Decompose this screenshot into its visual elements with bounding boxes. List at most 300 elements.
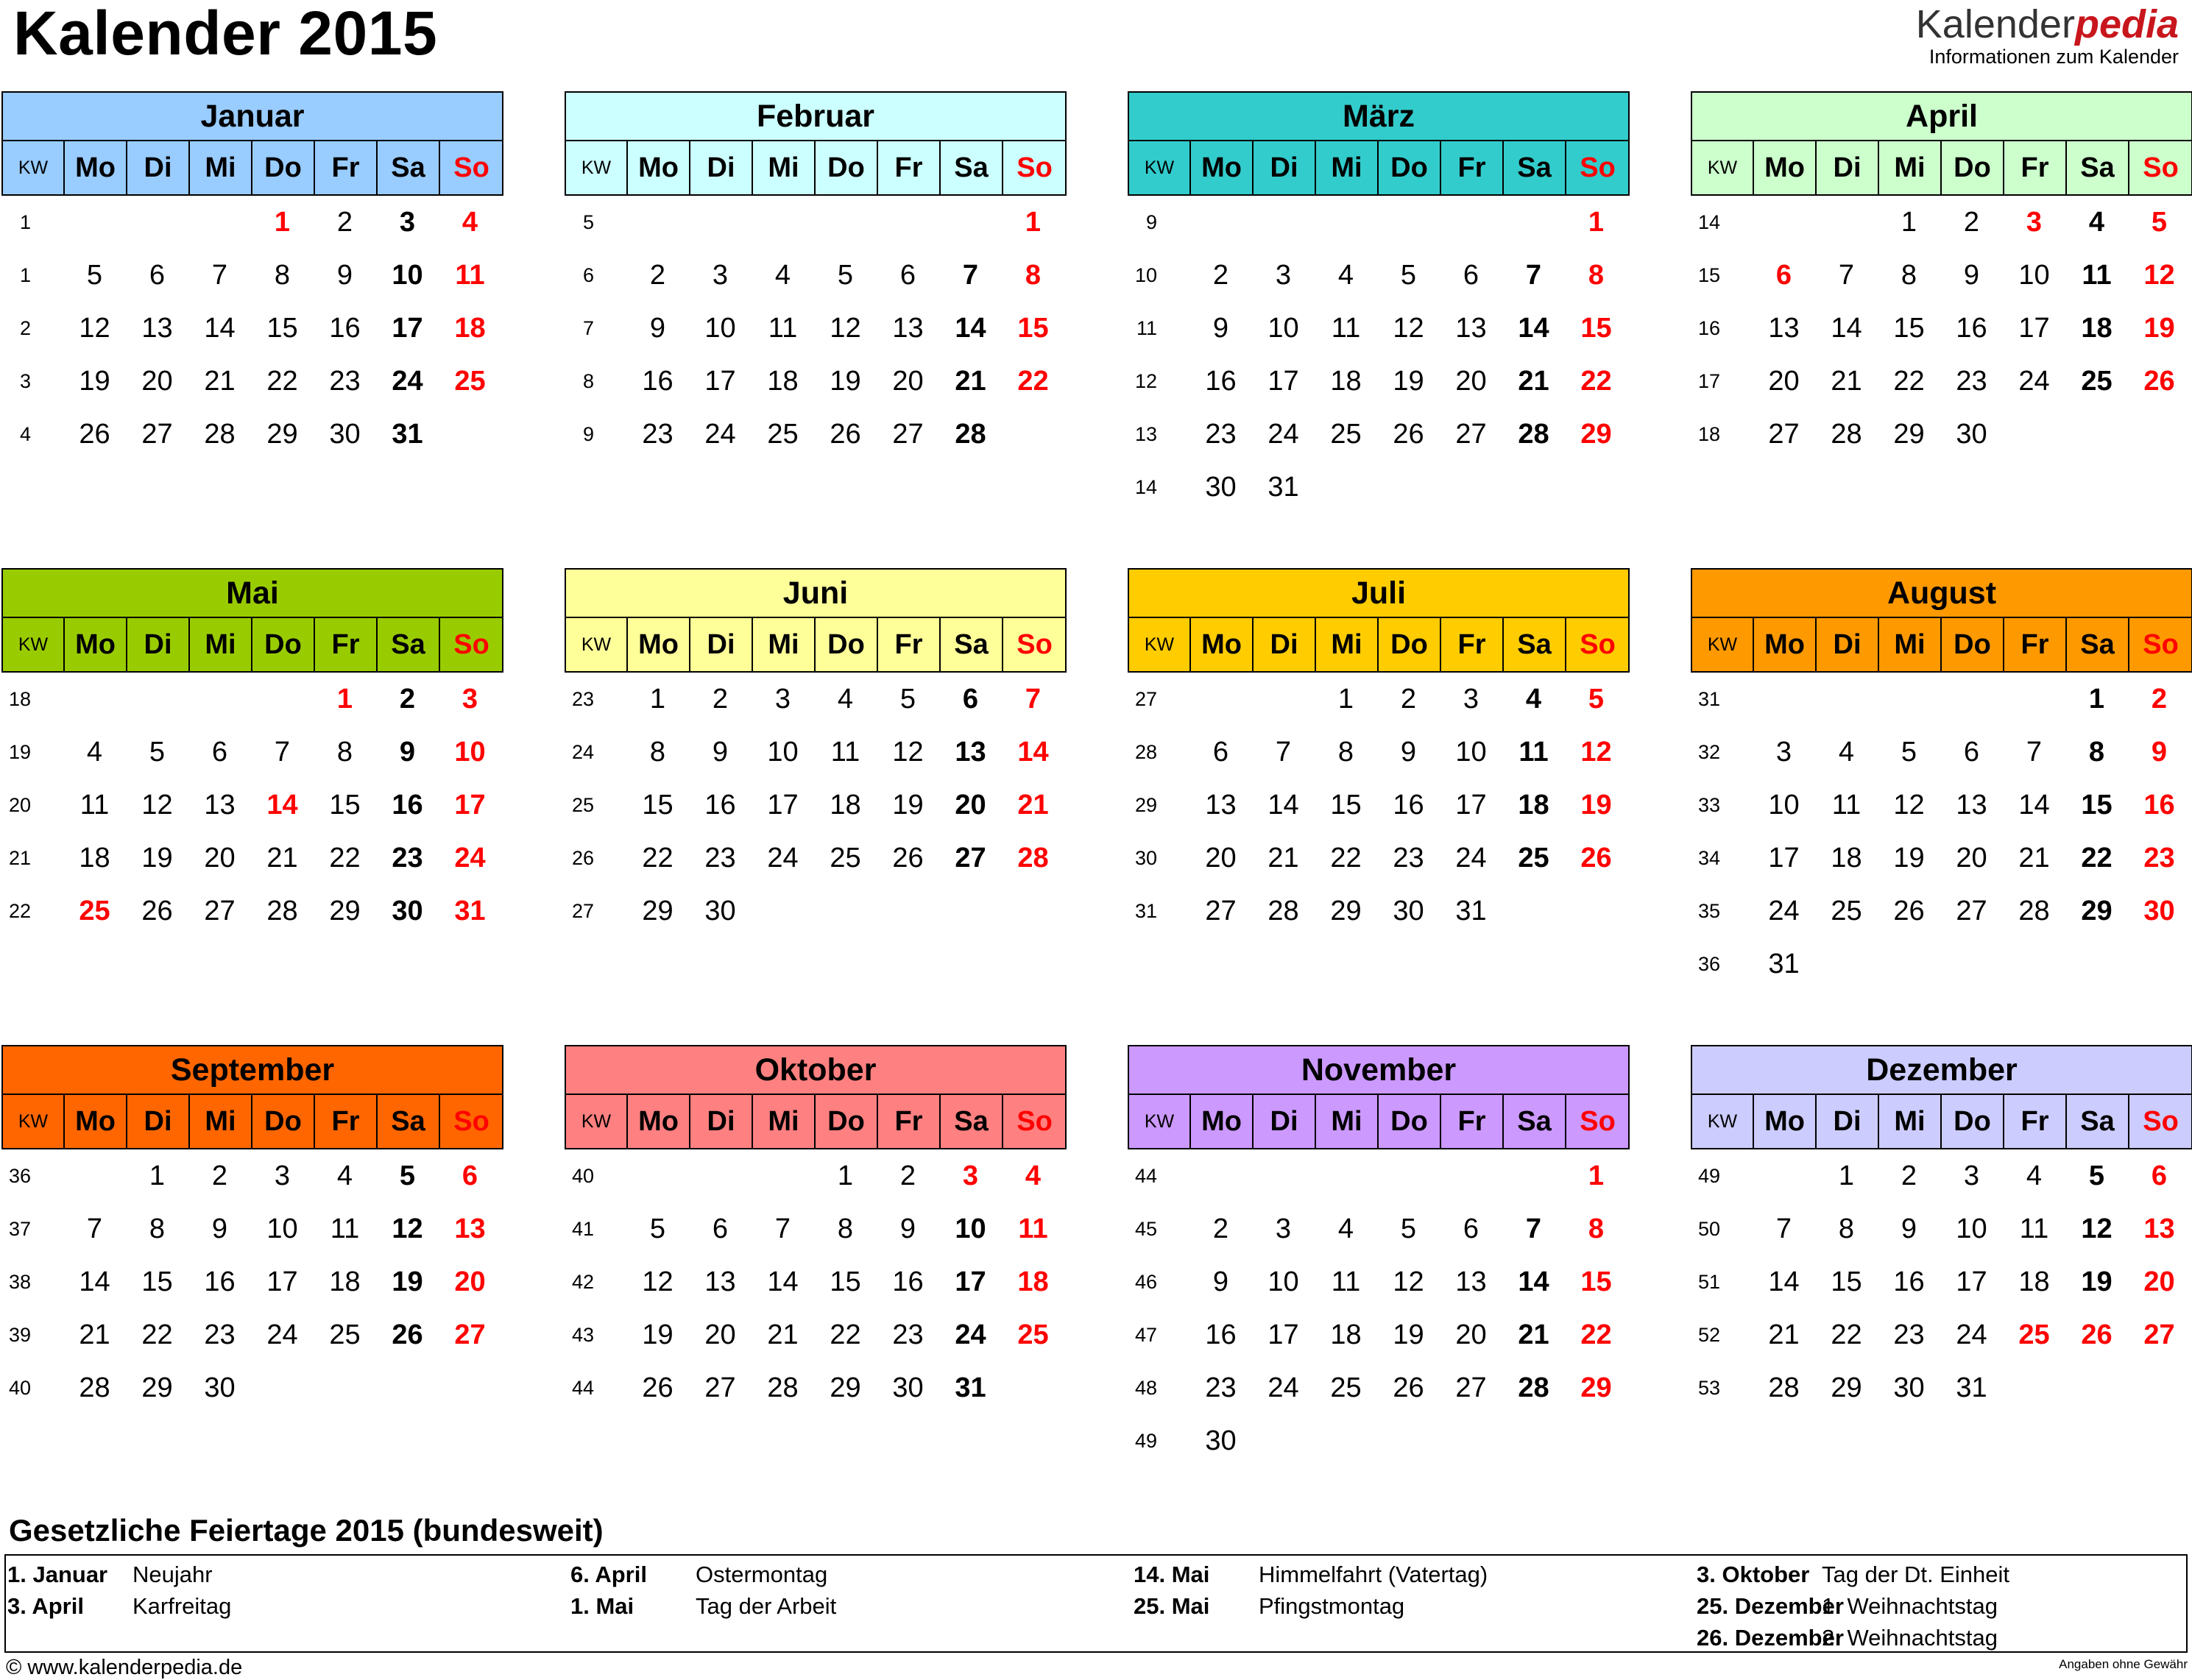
day-cell[interactable]: 12 <box>1893 789 1925 820</box>
day-cell[interactable]: 5 <box>1901 736 1917 768</box>
day-cell[interactable]: 15 <box>2081 789 2113 820</box>
day-cell[interactable]: 15 <box>141 1266 173 1297</box>
day-cell[interactable]: 22 <box>329 842 361 873</box>
day-cell[interactable]: 19 <box>2081 1266 2113 1297</box>
day-cell[interactable]: 30 <box>704 895 736 926</box>
day-cell[interactable]: 3 <box>2026 206 2043 238</box>
day-cell[interactable]: 10 <box>1956 1213 1987 1244</box>
day-cell[interactable]: 30 <box>329 418 361 450</box>
day-cell[interactable]: 23 <box>1893 1319 1925 1350</box>
day-cell[interactable]: 9 <box>1212 1266 1229 1297</box>
day-cell[interactable]: 13 <box>1205 789 1237 820</box>
day-cell[interactable]: 16 <box>642 365 673 397</box>
day-cell[interactable]: 13 <box>704 1266 736 1297</box>
day-cell[interactable]: 18 <box>767 365 799 397</box>
day-cell[interactable]: 26 <box>1393 418 1424 450</box>
day-cell[interactable]: 6 <box>962 683 979 715</box>
day-cell[interactable]: 7 <box>774 1213 791 1244</box>
day-cell[interactable]: 11 <box>455 259 485 291</box>
day-cell[interactable]: 4 <box>86 736 103 768</box>
day-cell[interactable]: 22 <box>266 365 298 397</box>
day-cell[interactable]: 17 <box>767 789 799 820</box>
day-cell[interactable]: 27 <box>204 895 236 926</box>
day-cell[interactable]: 5 <box>2088 1160 2105 1191</box>
day-cell[interactable]: 8 <box>274 259 291 291</box>
day-cell[interactable]: 18 <box>830 789 861 820</box>
day-cell[interactable]: 23 <box>1205 1372 1237 1403</box>
day-cell[interactable]: 4 <box>462 206 478 238</box>
day-cell[interactable]: 7 <box>2026 736 2043 768</box>
day-cell[interactable]: 23 <box>204 1319 236 1350</box>
day-cell[interactable]: 24 <box>704 418 736 450</box>
day-cell[interactable]: 12 <box>79 312 110 344</box>
day-cell[interactable]: 8 <box>1588 1213 1605 1244</box>
day-cell[interactable]: 6 <box>1963 736 1980 768</box>
day-cell[interactable]: 4 <box>1025 1160 1042 1191</box>
day-cell[interactable]: 20 <box>204 842 236 873</box>
day-cell[interactable]: 25 <box>1330 1372 1362 1403</box>
day-cell[interactable]: 22 <box>642 842 673 873</box>
day-cell[interactable]: 3 <box>1775 736 1792 768</box>
day-cell[interactable]: 18 <box>1017 1266 1049 1297</box>
day-cell[interactable]: 4 <box>2026 1160 2043 1191</box>
day-cell[interactable]: 7 <box>1525 259 1542 291</box>
day-cell[interactable]: 2 <box>1963 206 1980 238</box>
day-cell[interactable]: 27 <box>1205 895 1237 926</box>
day-cell[interactable]: 6 <box>1463 259 1479 291</box>
day-cell[interactable]: 29 <box>1580 418 1612 450</box>
day-cell[interactable]: 30 <box>1893 1372 1925 1403</box>
day-cell[interactable]: 17 <box>1455 789 1487 820</box>
day-cell[interactable]: 3 <box>1275 1213 1292 1244</box>
day-cell[interactable]: 9 <box>1963 259 1980 291</box>
day-cell[interactable]: 26 <box>1893 895 1925 926</box>
day-cell[interactable]: 22 <box>1831 1319 1862 1350</box>
day-cell[interactable]: 7 <box>1838 259 1855 291</box>
day-cell[interactable]: 28 <box>204 418 236 450</box>
day-cell[interactable]: 1 <box>1901 206 1917 238</box>
day-cell[interactable]: 28 <box>1831 418 1862 450</box>
day-cell[interactable]: 16 <box>1893 1266 1925 1297</box>
day-cell[interactable]: 3 <box>1275 259 1292 291</box>
day-cell[interactable]: 21 <box>955 365 986 397</box>
day-cell[interactable]: 19 <box>79 365 110 397</box>
day-cell[interactable]: 15 <box>1017 312 1049 344</box>
day-cell[interactable]: 26 <box>141 895 173 926</box>
day-cell[interactable]: 31 <box>454 895 486 926</box>
day-cell[interactable]: 1 <box>2088 683 2105 715</box>
day-cell[interactable]: 1 <box>1588 1160 1605 1191</box>
day-cell[interactable]: 20 <box>892 365 924 397</box>
day-cell[interactable]: 30 <box>392 895 423 926</box>
day-cell[interactable]: 23 <box>1393 842 1424 873</box>
day-cell[interactable]: 20 <box>454 1266 486 1297</box>
day-cell[interactable]: 2 <box>649 259 666 291</box>
day-cell[interactable]: 14 <box>1518 312 1549 344</box>
day-cell[interactable]: 19 <box>830 365 861 397</box>
day-cell[interactable]: 16 <box>1956 312 1987 344</box>
day-cell[interactable]: 25 <box>1017 1319 1049 1350</box>
day-cell[interactable]: 24 <box>955 1319 986 1350</box>
day-cell[interactable]: 15 <box>1893 312 1925 344</box>
day-cell[interactable]: 28 <box>79 1372 110 1403</box>
day-cell[interactable]: 13 <box>1455 1266 1487 1297</box>
day-cell[interactable]: 8 <box>837 1213 854 1244</box>
day-cell[interactable]: 29 <box>1580 1372 1612 1403</box>
day-cell[interactable]: 28 <box>2018 895 2050 926</box>
day-cell[interactable]: 12 <box>892 736 924 768</box>
day-cell[interactable]: 2 <box>899 1160 916 1191</box>
day-cell[interactable]: 2 <box>1212 259 1229 291</box>
day-cell[interactable]: 4 <box>837 683 854 715</box>
day-cell[interactable]: 30 <box>1956 418 1987 450</box>
day-cell[interactable]: 7 <box>274 736 291 768</box>
day-cell[interactable]: 8 <box>649 736 666 768</box>
day-cell[interactable]: 6 <box>1212 736 1229 768</box>
day-cell[interactable]: 27 <box>704 1372 736 1403</box>
day-cell[interactable]: 21 <box>1518 1319 1549 1350</box>
day-cell[interactable]: 3 <box>462 683 478 715</box>
day-cell[interactable]: 28 <box>767 1372 799 1403</box>
day-cell[interactable]: 20 <box>2143 1266 2175 1297</box>
day-cell[interactable]: 3 <box>1463 683 1479 715</box>
day-cell[interactable]: 18 <box>2018 1266 2050 1297</box>
day-cell[interactable]: 31 <box>392 418 423 450</box>
day-cell[interactable]: 16 <box>1205 1319 1237 1350</box>
day-cell[interactable]: 29 <box>329 895 361 926</box>
day-cell[interactable]: 15 <box>1580 1266 1612 1297</box>
day-cell[interactable]: 24 <box>266 1319 298 1350</box>
day-cell[interactable]: 5 <box>86 259 103 291</box>
day-cell[interactable]: 12 <box>642 1266 673 1297</box>
day-cell[interactable]: 27 <box>454 1319 486 1350</box>
day-cell[interactable]: 9 <box>712 736 729 768</box>
day-cell[interactable]: 23 <box>642 418 673 450</box>
day-cell[interactable]: 25 <box>329 1319 361 1350</box>
day-cell[interactable]: 8 <box>1838 1213 1855 1244</box>
day-cell[interactable]: 5 <box>1588 683 1605 715</box>
day-cell[interactable]: 20 <box>141 365 173 397</box>
day-cell[interactable]: 10 <box>955 1213 986 1244</box>
day-cell[interactable]: 25 <box>454 365 486 397</box>
day-cell[interactable]: 30 <box>1205 1425 1237 1456</box>
day-cell[interactable]: 1 <box>336 683 353 715</box>
day-cell[interactable]: 22 <box>1580 365 1612 397</box>
day-cell[interactable]: 31 <box>1268 471 1299 503</box>
day-cell[interactable]: 27 <box>2143 1319 2175 1350</box>
day-cell[interactable]: 7 <box>1775 1213 1792 1244</box>
day-cell[interactable]: 4 <box>336 1160 353 1191</box>
day-cell[interactable]: 30 <box>1393 895 1424 926</box>
day-cell[interactable]: 22 <box>1330 842 1362 873</box>
day-cell[interactable]: 15 <box>1580 312 1612 344</box>
day-cell[interactable]: 16 <box>2143 789 2175 820</box>
day-cell[interactable]: 2 <box>211 1160 228 1191</box>
day-cell[interactable]: 1 <box>274 206 291 238</box>
day-cell[interactable]: 1 <box>1337 683 1354 715</box>
day-cell[interactable]: 30 <box>2143 895 2175 926</box>
day-cell[interactable]: 9 <box>2151 736 2168 768</box>
day-cell[interactable]: 3 <box>774 683 791 715</box>
day-cell[interactable]: 23 <box>704 842 736 873</box>
day-cell[interactable]: 7 <box>211 259 228 291</box>
day-cell[interactable]: 2 <box>712 683 729 715</box>
day-cell[interactable]: 27 <box>1455 1372 1487 1403</box>
day-cell[interactable]: 23 <box>892 1319 924 1350</box>
day-cell[interactable]: 15 <box>329 789 361 820</box>
day-cell[interactable]: 25 <box>1518 842 1549 873</box>
day-cell[interactable]: 2 <box>1901 1160 1917 1191</box>
day-cell[interactable]: 24 <box>1768 895 1800 926</box>
day-cell[interactable]: 11 <box>79 789 110 820</box>
day-cell[interactable]: 8 <box>1337 736 1354 768</box>
day-cell[interactable]: 14 <box>1017 736 1049 768</box>
day-cell[interactable]: 26 <box>642 1372 673 1403</box>
day-cell[interactable]: 29 <box>2081 895 2113 926</box>
day-cell[interactable]: 11 <box>2082 259 2112 291</box>
day-cell[interactable]: 8 <box>1025 259 1042 291</box>
day-cell[interactable]: 17 <box>1956 1266 1987 1297</box>
day-cell[interactable]: 24 <box>1956 1319 1987 1350</box>
day-cell[interactable]: 16 <box>1393 789 1424 820</box>
day-cell[interactable]: 13 <box>204 789 236 820</box>
day-cell[interactable]: 10 <box>704 312 736 344</box>
day-cell[interactable]: 1 <box>1838 1160 1855 1191</box>
day-cell[interactable]: 8 <box>1901 259 1917 291</box>
day-cell[interactable]: 9 <box>336 259 353 291</box>
day-cell[interactable]: 26 <box>1580 842 1612 873</box>
day-cell[interactable]: 28 <box>1268 895 1299 926</box>
day-cell[interactable]: 10 <box>1768 789 1800 820</box>
day-cell[interactable]: 29 <box>1330 895 1362 926</box>
day-cell[interactable]: 26 <box>2081 1319 2113 1350</box>
day-cell[interactable]: 11 <box>1331 1266 1361 1297</box>
day-cell[interactable]: 14 <box>1268 789 1299 820</box>
day-cell[interactable]: 19 <box>392 1266 423 1297</box>
day-cell[interactable]: 21 <box>1768 1319 1800 1350</box>
day-cell[interactable]: 2 <box>336 206 353 238</box>
day-cell[interactable]: 16 <box>892 1266 924 1297</box>
day-cell[interactable]: 2 <box>1400 683 1417 715</box>
day-cell[interactable]: 20 <box>1455 1319 1487 1350</box>
day-cell[interactable]: 21 <box>1518 365 1549 397</box>
day-cell[interactable]: 12 <box>2081 1213 2113 1244</box>
day-cell[interactable]: 24 <box>1268 1372 1299 1403</box>
day-cell[interactable]: 27 <box>1768 418 1800 450</box>
day-cell[interactable]: 12 <box>1580 736 1612 768</box>
day-cell[interactable]: 18 <box>1330 1319 1362 1350</box>
day-cell[interactable]: 17 <box>454 789 486 820</box>
day-cell[interactable]: 17 <box>704 365 736 397</box>
day-cell[interactable]: 27 <box>892 418 924 450</box>
day-cell[interactable]: 18 <box>79 842 110 873</box>
day-cell[interactable]: 12 <box>2143 259 2175 291</box>
day-cell[interactable]: 16 <box>392 789 423 820</box>
day-cell[interactable]: 20 <box>704 1319 736 1350</box>
day-cell[interactable]: 30 <box>1205 471 1237 503</box>
day-cell[interactable]: 17 <box>1268 1319 1299 1350</box>
day-cell[interactable]: 13 <box>2143 1213 2175 1244</box>
day-cell[interactable]: 26 <box>1393 1372 1424 1403</box>
day-cell[interactable]: 1 <box>1588 206 1605 238</box>
day-cell[interactable]: 21 <box>767 1319 799 1350</box>
day-cell[interactable]: 4 <box>774 259 791 291</box>
day-cell[interactable]: 14 <box>1768 1266 1800 1297</box>
day-cell[interactable]: 14 <box>767 1266 799 1297</box>
day-cell[interactable]: 5 <box>149 736 166 768</box>
day-cell[interactable]: 2 <box>399 683 416 715</box>
day-cell[interactable]: 11 <box>768 312 798 344</box>
day-cell[interactable]: 15 <box>1831 1266 1862 1297</box>
day-cell[interactable]: 2 <box>1212 1213 1229 1244</box>
day-cell[interactable]: 13 <box>1768 312 1800 344</box>
day-cell[interactable]: 5 <box>837 259 854 291</box>
day-cell[interactable]: 10 <box>2018 259 2050 291</box>
day-cell[interactable]: 19 <box>2143 312 2175 344</box>
day-cell[interactable]: 14 <box>266 789 298 820</box>
day-cell[interactable]: 21 <box>1017 789 1049 820</box>
day-cell[interactable]: 27 <box>1956 895 1987 926</box>
day-cell[interactable]: 13 <box>1455 312 1487 344</box>
day-cell[interactable]: 19 <box>1580 789 1612 820</box>
day-cell[interactable]: 11 <box>330 1213 360 1244</box>
day-cell[interactable]: 18 <box>2081 312 2113 344</box>
day-cell[interactable]: 11 <box>1331 312 1361 344</box>
day-cell[interactable]: 12 <box>141 789 173 820</box>
day-cell[interactable]: 6 <box>1775 259 1792 291</box>
day-cell[interactable]: 7 <box>1025 683 1042 715</box>
day-cell[interactable]: 25 <box>1831 895 1862 926</box>
day-cell[interactable]: 20 <box>955 789 986 820</box>
day-cell[interactable]: 14 <box>204 312 236 344</box>
day-cell[interactable]: 3 <box>962 1160 979 1191</box>
day-cell[interactable]: 10 <box>767 736 799 768</box>
day-cell[interactable]: 27 <box>141 418 173 450</box>
day-cell[interactable]: 26 <box>892 842 924 873</box>
day-cell[interactable]: 21 <box>266 842 298 873</box>
day-cell[interactable]: 11 <box>830 736 860 768</box>
day-cell[interactable]: 29 <box>830 1372 861 1403</box>
day-cell[interactable]: 9 <box>211 1213 228 1244</box>
day-cell[interactable]: 2 <box>2151 683 2168 715</box>
day-cell[interactable]: 4 <box>1838 736 1855 768</box>
day-cell[interactable]: 7 <box>86 1213 103 1244</box>
day-cell[interactable]: 22 <box>2081 842 2113 873</box>
day-cell[interactable]: 5 <box>399 1160 416 1191</box>
day-cell[interactable]: 20 <box>1455 365 1487 397</box>
day-cell[interactable]: 15 <box>642 789 673 820</box>
day-cell[interactable]: 29 <box>141 1372 173 1403</box>
day-cell[interactable]: 21 <box>1268 842 1299 873</box>
day-cell[interactable]: 19 <box>642 1319 673 1350</box>
day-cell[interactable]: 31 <box>1768 948 1800 979</box>
day-cell[interactable]: 22 <box>1893 365 1925 397</box>
day-cell[interactable]: 16 <box>329 312 361 344</box>
day-cell[interactable]: 1 <box>1025 206 1042 238</box>
day-cell[interactable]: 9 <box>399 736 416 768</box>
day-cell[interactable]: 28 <box>955 418 986 450</box>
day-cell[interactable]: 13 <box>1956 789 1987 820</box>
day-cell[interactable]: 5 <box>899 683 916 715</box>
day-cell[interactable]: 4 <box>1525 683 1542 715</box>
day-cell[interactable]: 17 <box>392 312 423 344</box>
day-cell[interactable]: 22 <box>830 1319 861 1350</box>
day-cell[interactable]: 13 <box>141 312 173 344</box>
day-cell[interactable]: 1 <box>649 683 666 715</box>
day-cell[interactable]: 3 <box>712 259 729 291</box>
day-cell[interactable]: 9 <box>1901 1213 1917 1244</box>
day-cell[interactable]: 25 <box>1330 418 1362 450</box>
day-cell[interactable]: 29 <box>266 418 298 450</box>
day-cell[interactable]: 31 <box>1956 1372 1987 1403</box>
day-cell[interactable]: 28 <box>1017 842 1049 873</box>
day-cell[interactable]: 24 <box>1268 418 1299 450</box>
day-cell[interactable]: 6 <box>712 1213 729 1244</box>
day-cell[interactable]: 8 <box>149 1213 166 1244</box>
day-cell[interactable]: 5 <box>649 1213 666 1244</box>
day-cell[interactable]: 14 <box>955 312 986 344</box>
day-cell[interactable]: 23 <box>1205 418 1237 450</box>
day-cell[interactable]: 28 <box>1518 1372 1549 1403</box>
day-cell[interactable]: 28 <box>266 895 298 926</box>
day-cell[interactable]: 29 <box>1893 418 1925 450</box>
day-cell[interactable]: 9 <box>649 312 666 344</box>
day-cell[interactable]: 6 <box>211 736 228 768</box>
day-cell[interactable]: 28 <box>1518 418 1549 450</box>
day-cell[interactable]: 31 <box>955 1372 986 1403</box>
day-cell[interactable]: 31 <box>1455 895 1487 926</box>
day-cell[interactable]: 24 <box>767 842 799 873</box>
day-cell[interactable]: 15 <box>266 312 298 344</box>
day-cell[interactable]: 14 <box>1518 1266 1549 1297</box>
day-cell[interactable]: 20 <box>1768 365 1800 397</box>
day-cell[interactable]: 1 <box>149 1160 166 1191</box>
day-cell[interactable]: 29 <box>1831 1372 1862 1403</box>
day-cell[interactable]: 25 <box>2018 1319 2050 1350</box>
day-cell[interactable]: 21 <box>1831 365 1862 397</box>
day-cell[interactable]: 26 <box>392 1319 423 1350</box>
day-cell[interactable]: 21 <box>79 1319 110 1350</box>
day-cell[interactable]: 10 <box>454 736 486 768</box>
day-cell[interactable]: 1 <box>837 1160 854 1191</box>
day-cell[interactable]: 17 <box>1268 365 1299 397</box>
day-cell[interactable]: 3 <box>399 206 416 238</box>
day-cell[interactable]: 19 <box>1393 365 1424 397</box>
day-cell[interactable]: 26 <box>79 418 110 450</box>
day-cell[interactable]: 9 <box>899 1213 916 1244</box>
day-cell[interactable]: 8 <box>336 736 353 768</box>
day-cell[interactable]: 10 <box>1268 312 1299 344</box>
day-cell[interactable]: 30 <box>892 1372 924 1403</box>
day-cell[interactable]: 19 <box>1393 1319 1424 1350</box>
day-cell[interactable]: 12 <box>1393 312 1424 344</box>
day-cell[interactable]: 23 <box>392 842 423 873</box>
copyright[interactable]: © www.kalenderpedia.de <box>6 1656 243 1679</box>
day-cell[interactable]: 15 <box>1330 789 1362 820</box>
day-cell[interactable]: 5 <box>1400 259 1417 291</box>
day-cell[interactable]: 5 <box>1400 1213 1417 1244</box>
day-cell[interactable]: 10 <box>266 1213 298 1244</box>
day-cell[interactable]: 15 <box>830 1266 861 1297</box>
day-cell[interactable]: 17 <box>1768 842 1800 873</box>
day-cell[interactable]: 16 <box>1205 365 1237 397</box>
day-cell[interactable]: 6 <box>2151 1160 2168 1191</box>
day-cell[interactable]: 17 <box>955 1266 986 1297</box>
day-cell[interactable]: 18 <box>1518 789 1549 820</box>
day-cell[interactable]: 21 <box>2018 842 2050 873</box>
day-cell[interactable]: 18 <box>1831 842 1862 873</box>
day-cell[interactable]: 7 <box>962 259 979 291</box>
